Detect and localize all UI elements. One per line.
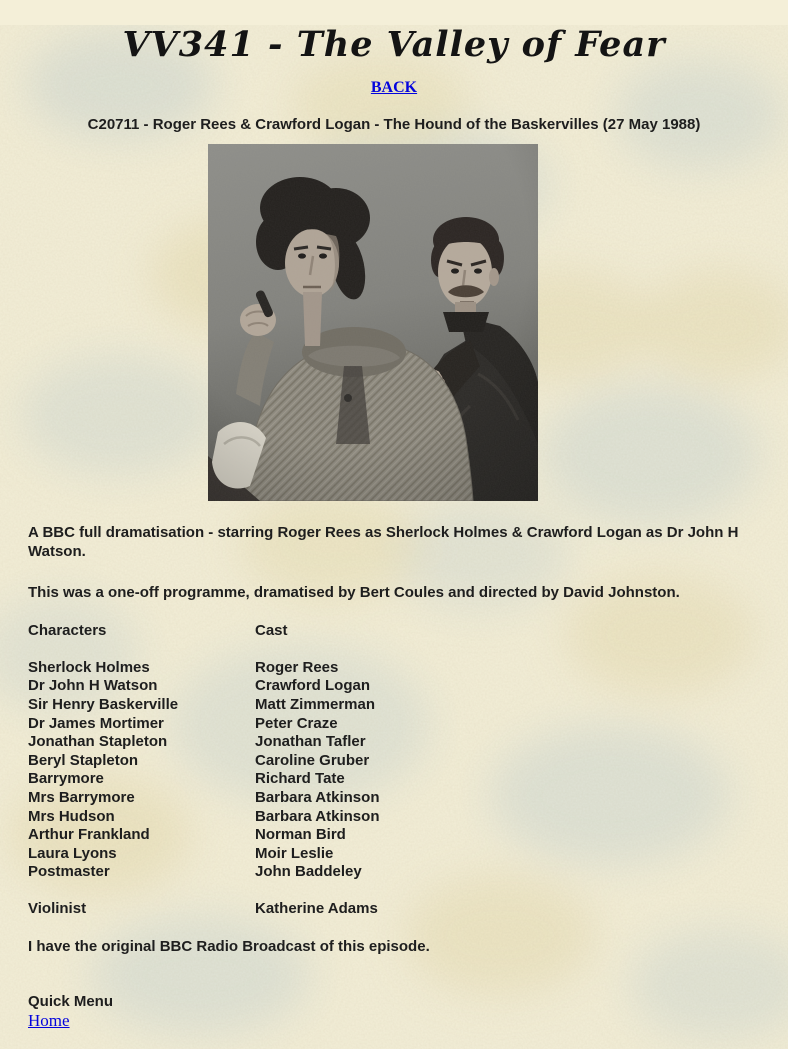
photo-illustration (208, 144, 538, 501)
photo-caption: C20711 - Roger Rees & Crawford Logan - The Hound of the Baskervilles (27 May 1988) (87, 115, 701, 133)
character-cell: Beryl Stapleton (28, 751, 139, 769)
production-paragraph: This was a one-off programme, dramatised by Bert Coules and directed by David Johnston. (28, 584, 680, 602)
characters-column-header: Characters (28, 621, 107, 639)
broadcast-note: I have the original BBC Radio Broadcast of this episode. (28, 937, 430, 955)
cast-row (28, 715, 379, 734)
cast-header-row (28, 622, 379, 641)
cast-table-header (28, 622, 379, 659)
cast-row (28, 845, 379, 864)
actor-cell: Barbara Atkinson (255, 807, 380, 825)
cast-row (28, 808, 379, 827)
actor-cell: Roger Rees (255, 658, 339, 676)
back-row (28, 79, 760, 98)
cast-row (28, 659, 379, 678)
character-cell: Arthur Frankland (28, 826, 150, 844)
cast-row (28, 826, 379, 845)
actor-cell: Peter Craze (255, 714, 338, 732)
character-cell: Jonathan Stapleton (28, 733, 168, 751)
actor-cell: Moir Leslie (255, 844, 334, 862)
character-cell: Laura Lyons (28, 844, 117, 862)
actor-cell: Jonathan Tafler (255, 733, 366, 751)
character-cell: Mrs Barrymore (28, 788, 135, 806)
actor-cell: Richard Tate (255, 770, 345, 788)
actor-cell: Barbara Atkinson (255, 788, 380, 806)
cast-column-header: Cast (255, 621, 288, 639)
actor-cell: John Baddeley (255, 863, 362, 881)
cast-row (28, 770, 379, 789)
cast-table-extra (28, 882, 379, 919)
publicity-photo (208, 144, 538, 501)
actor-cell: Katherine Adams (255, 900, 378, 918)
character-cell: Sherlock Holmes (28, 658, 150, 676)
spacer-row (28, 640, 379, 659)
actor-cell: Norman Bird (255, 826, 346, 844)
cast-row (28, 789, 379, 808)
character-cell: Postmaster (28, 863, 110, 881)
page-title: VV341 - The Valley of Fear (122, 24, 666, 65)
character-cell: Violinist (28, 900, 87, 918)
cast-table-body (28, 659, 379, 882)
character-cell: Mrs Hudson (28, 807, 115, 825)
cast-row-violinist (28, 900, 379, 919)
home-link[interactable]: Home (28, 1010, 70, 1030)
cast-row (28, 696, 379, 715)
intro-paragraph: A BBC full dramatisation - starring Roger Rees as Sherlock Holmes & Crawford Logan as Dr John H Watson. (28, 524, 739, 560)
character-cell: Dr James Mortimer (28, 714, 164, 732)
actor-cell: Matt Zimmerman (255, 695, 376, 713)
cast-row (28, 863, 379, 882)
character-cell: Dr John H Watson (28, 677, 158, 695)
quick-menu-label: Quick Menu (28, 993, 114, 1011)
character-cell: Sir Henry Baskerville (28, 695, 179, 713)
home-row (28, 1012, 760, 1031)
page (0, 25, 788, 1030)
cast-row (28, 677, 379, 696)
cast-row (28, 733, 379, 752)
back-link[interactable]: BACK (370, 79, 418, 96)
cast-row (28, 752, 379, 771)
actor-cell: Crawford Logan (255, 677, 370, 695)
character-cell: Barrymore (28, 770, 104, 788)
cast-table (28, 622, 379, 920)
actor-cell: Caroline Gruber (255, 751, 370, 769)
spacer-row (28, 882, 379, 901)
